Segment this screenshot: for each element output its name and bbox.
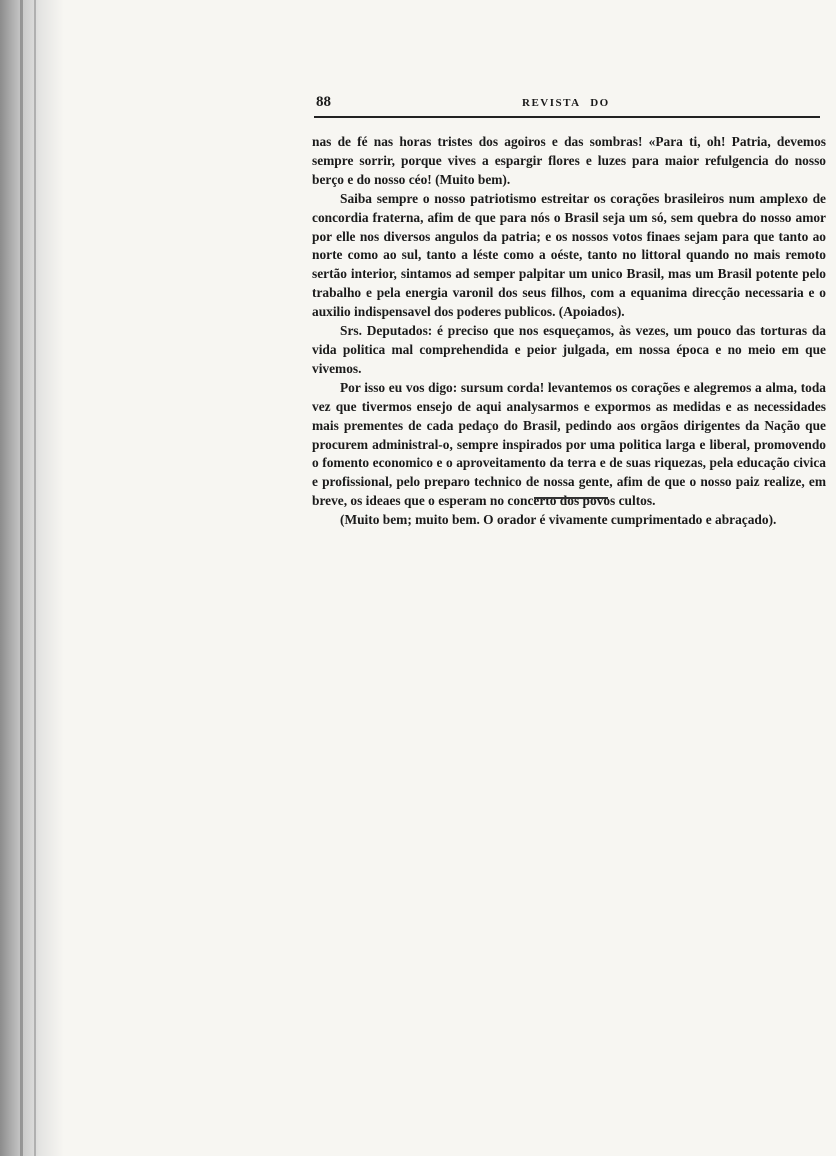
gutter-shadow-line: [34, 0, 36, 1156]
section-end-rule: [534, 497, 608, 499]
header-rule: [314, 116, 820, 118]
paragraph: nas de fé nas horas tristes dos agoiros e das sombras! «Para ti, oh! Patria, devemos sempre sorrir, porque vives a espargir flores e luzes para maior refulgencia do nosso berço e do nosso céo! (Muito bem).: [312, 134, 826, 187]
binding-gutter: [0, 0, 64, 1156]
running-title: REVISTA DO: [522, 97, 610, 109]
paragraph: Saiba sempre o nosso patriotismo estreitar os corações brasileiros num amplexo de concordia fraterna, afim de que para nós o Brasil seja um só, sem quebra do nosso amor por elle nos diversos angulos da patria; e os nossos votos finaes sejam para que tanto ao norte como ao sul, tanto a léste como a oéste, tanto no littoral quando no mais remoto sertão interior, sintamos ad semper palpitar um unico Brasil, mas um Brasil potente pelo trabalho e pela energia varonil dos seus filhos, com a equanima direcção necessaria e o auxilio indispensavel dos poderes publicos. (Apoiados).: [312, 190, 826, 320]
gutter-shadow-line: [20, 0, 23, 1156]
body-text: [312, 133, 826, 530]
paragraph: Por isso eu vos digo: sursum corda! levantemos os corações e alegremos a alma, toda vez que tivermos ensejo de aqui analysarmos e expormos as medidas e as necessidades mais prementes de cada pedaço do Brasil, pedindo aos orgãos dirigentes da Nação que procurem administral-o, sempre inspirados por uma politica larga e liberal, promovendo o fomento economico e o aproveitamento da terra e de suas riquezas, pela educação civica e profissional, pelo preparo technico de nossa gente, afim de que o nosso paiz realize, em breve, os ideaes que o esperam no concerto dos povos cultos.: [312, 379, 826, 509]
paragraph: (Muito bem; muito bem. O orador é vivamente cumprimentado e abraçado).: [340, 512, 777, 528]
page-number: 88: [316, 94, 331, 110]
page-header: [314, 94, 820, 120]
paragraph: Srs. Deputados: é preciso que nos esqueçamos, às vezes, um pouco das torturas da vida politica mal comprehendida e peior julgada, em nossa época e no meio em que vivemos.: [312, 323, 826, 376]
